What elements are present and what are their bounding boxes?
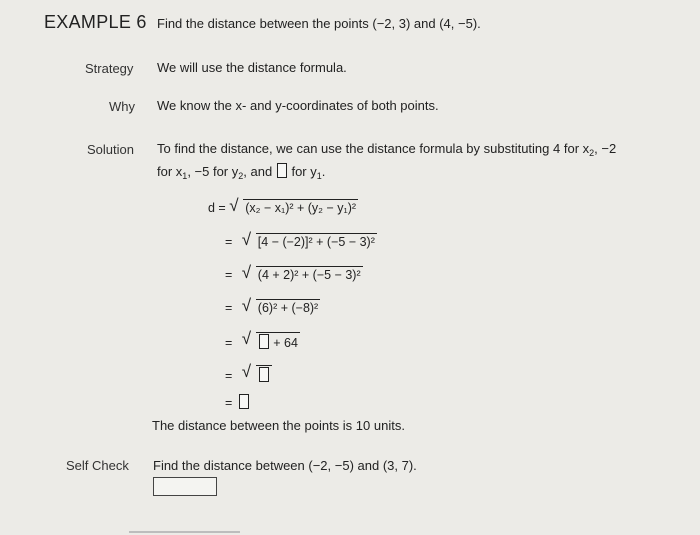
solution-line-1 bbox=[157, 141, 616, 158]
answer-blank-box[interactable] bbox=[259, 367, 269, 382]
sqrt-icon: √ bbox=[241, 230, 252, 249]
equals: = bbox=[225, 268, 233, 282]
sqrt-icon: √ bbox=[241, 296, 252, 315]
strategy-label: Strategy bbox=[85, 61, 134, 76]
radicand: (6)² + (−8)² bbox=[257, 301, 319, 315]
radicand-tail: + 64 bbox=[273, 336, 298, 350]
solution-line-2-text-a: for x bbox=[157, 164, 183, 179]
step-2 bbox=[225, 230, 377, 249]
step-7 bbox=[225, 394, 250, 410]
radical bbox=[241, 263, 363, 282]
radicand: [4 − (−2)]² + (−5 − 3)² bbox=[257, 235, 375, 249]
step-1 bbox=[208, 196, 358, 215]
subscript: 1 bbox=[182, 171, 188, 181]
why-text: We know the x- and y-coordinates of both points. bbox=[157, 98, 439, 113]
radical bbox=[229, 196, 358, 215]
solution-line-2-text-c: , and bbox=[243, 164, 273, 179]
solution-line-2 bbox=[157, 163, 325, 181]
equals: = bbox=[225, 369, 233, 383]
why-label: Why bbox=[109, 99, 135, 114]
radical bbox=[241, 230, 377, 249]
equals: = bbox=[225, 301, 233, 315]
strategy-text: We will use the distance formula. bbox=[157, 60, 347, 75]
solution-line-1-text: To find the distance, we can use the distance formula by substituting 4 for x bbox=[157, 141, 590, 156]
answer-blank-box[interactable] bbox=[239, 394, 249, 409]
solution-line-2-text-b: , −5 for y bbox=[187, 164, 239, 179]
self-check-label: Self Check bbox=[66, 458, 129, 473]
radicand bbox=[256, 365, 272, 383]
solution-label: Solution bbox=[87, 142, 134, 157]
sqrt-icon: √ bbox=[241, 263, 252, 282]
equals: = bbox=[225, 396, 233, 410]
sqrt-icon: √ bbox=[229, 196, 239, 215]
solution-line-2-text-e: . bbox=[321, 164, 326, 179]
radical bbox=[241, 329, 300, 350]
self-check-text: Find the distance between (−2, −5) and (3, 7). bbox=[153, 458, 417, 473]
subscript: 2 bbox=[589, 148, 595, 158]
subscript: 1 bbox=[316, 171, 322, 181]
subscript: 2 bbox=[238, 171, 244, 181]
self-check-answer-box[interactable] bbox=[153, 477, 217, 496]
radicand bbox=[256, 332, 300, 350]
example-question: Find the distance between the points (−2, 3) and (4, −5). bbox=[157, 16, 481, 31]
radicand: (4 + 2)² + (−5 − 3)² bbox=[257, 268, 361, 282]
conclusion: The distance between the points is 10 units. bbox=[152, 418, 405, 433]
radical bbox=[241, 362, 272, 383]
step-3 bbox=[225, 263, 363, 282]
d-equals: d = bbox=[208, 201, 226, 215]
step-4 bbox=[225, 296, 320, 315]
answer-blank-box[interactable] bbox=[277, 163, 287, 178]
solution-line-1-tail: , −2 bbox=[594, 141, 617, 156]
sqrt-icon: √ bbox=[241, 329, 252, 348]
radicand: (x₂ − x₁)² + (y₂ − y₁)² bbox=[245, 201, 357, 215]
step-6 bbox=[225, 362, 272, 383]
answer-blank-box[interactable] bbox=[259, 334, 269, 349]
solution-line-2-text-d: for y bbox=[291, 164, 317, 179]
sqrt-icon: √ bbox=[241, 362, 252, 381]
divider bbox=[129, 531, 240, 533]
step-5 bbox=[225, 329, 300, 350]
example-title: EXAMPLE 6 bbox=[44, 12, 147, 32]
radical bbox=[241, 296, 320, 315]
equals: = bbox=[225, 235, 233, 249]
equals: = bbox=[225, 336, 233, 350]
